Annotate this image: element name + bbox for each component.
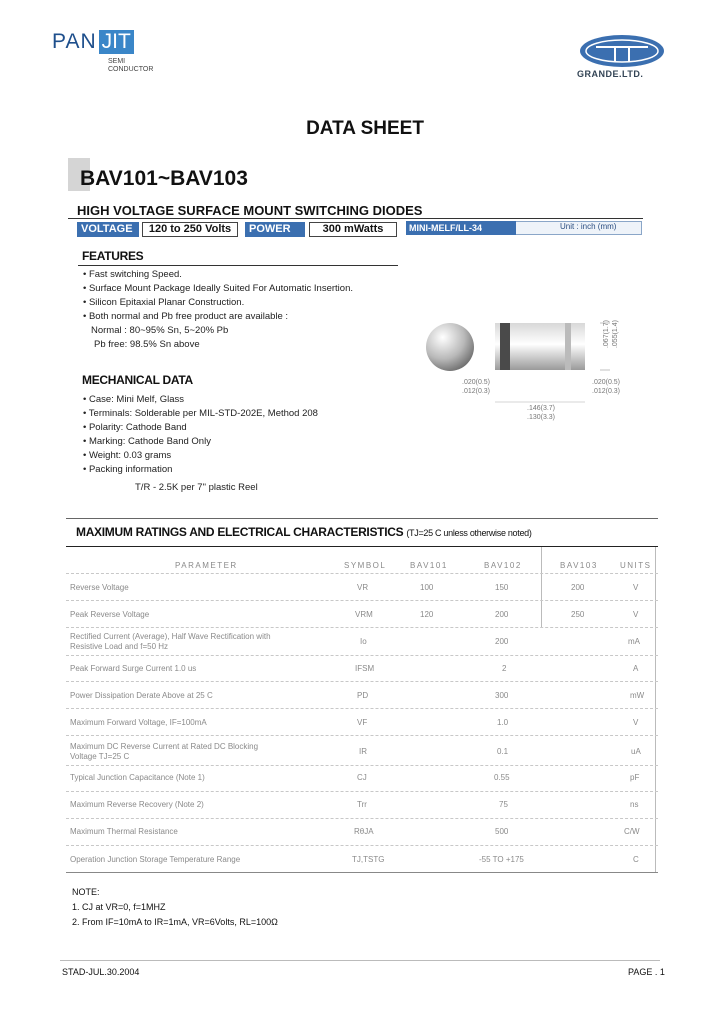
ratings-condition: (TJ=25 C unless otherwise noted): [406, 528, 532, 538]
features-list: [83, 268, 353, 352]
row-divider: [66, 655, 658, 656]
row-divider: [66, 681, 658, 682]
mechanical-item: • Weight: 0.03 grams: [83, 450, 172, 461]
unit-cell: A: [633, 664, 639, 673]
product-subtitle: HIGH VOLTAGE SURFACE MOUNT SWITCHING DIODES: [77, 203, 423, 218]
minimelf-package-drawing: [420, 310, 630, 430]
ratings-title: MAXIMUM RATINGS AND ELECTRICAL CHARACTERISTICS: [76, 525, 404, 539]
dim-label: .012(0.3): [462, 388, 491, 395]
power-value: 300 mWatts: [309, 222, 397, 237]
unit-cell: pF: [630, 773, 640, 782]
row-divider: [66, 708, 658, 709]
value-cell: 100: [420, 583, 434, 592]
unit-cell: C: [633, 855, 639, 864]
dim-label: .146(3.7): [527, 405, 556, 412]
ratings-heading: [76, 525, 532, 539]
dim-label: .020(0.5): [462, 379, 491, 386]
symbol-cell: RθJA: [354, 827, 374, 836]
feature-item: Pb free: 98.5% Sn above: [94, 339, 200, 350]
grande-logo-icon: [578, 33, 666, 69]
mechanical-item: • Marking: Cathode Band Only: [83, 436, 211, 447]
symbol-cell: IR: [359, 747, 367, 756]
column-header: BAV101: [410, 561, 448, 570]
subtitle-rule: [68, 218, 643, 219]
row-divider: [66, 735, 658, 736]
param-cell: Voltage TJ=25 C: [70, 752, 130, 761]
row-divider: [66, 600, 658, 601]
mechanical-list: [83, 393, 318, 495]
symbol-cell: CJ: [357, 773, 367, 782]
value-cell: 250: [571, 610, 585, 619]
value-cell: 300: [495, 691, 509, 700]
grande-brand-text: GRANDE.LTD.: [577, 69, 644, 79]
unit-cell: C/W: [624, 827, 640, 836]
row-divider: [66, 791, 658, 792]
value-cell: 150: [495, 583, 509, 592]
power-label: POWER: [245, 222, 305, 237]
table-right-edge: [655, 547, 656, 872]
features-rule: [78, 265, 398, 266]
symbol-cell: VF: [357, 718, 368, 727]
param-cell: Peak Reverse Voltage: [70, 610, 150, 619]
value-cell: 120: [420, 610, 434, 619]
features-heading: FEATURES: [82, 249, 144, 263]
mechanical-item: • Packing information: [83, 464, 173, 475]
logo-highlight: JIT: [99, 30, 134, 54]
dim-label: .020(0.5): [592, 379, 621, 386]
row-divider: [66, 765, 658, 766]
dim-label: .067(1.7): [603, 320, 610, 349]
value-cell: 200: [571, 583, 585, 592]
end-view-icon: [426, 323, 474, 371]
value-cell: 200: [495, 637, 509, 646]
table-bottom-rule: [66, 872, 658, 873]
table-header-rule: [66, 546, 658, 547]
table-top-rule: [66, 518, 658, 519]
logo-sub-line: SEMI: [108, 58, 126, 65]
unit-note: Unit : inch (mm): [560, 222, 617, 231]
mechanical-item: • Polarity: Cathode Band: [83, 422, 187, 433]
row-divider: [66, 845, 658, 846]
package-name: MINI-MELF/LL-34: [406, 221, 516, 235]
column-header: BAV102: [484, 561, 522, 570]
value-cell: 2: [502, 664, 507, 673]
symbol-cell: TJ,TSTG: [352, 855, 385, 864]
column-header: UNITS: [620, 561, 652, 570]
symbol-cell: IFSM: [355, 664, 375, 673]
unit-cell: V: [633, 718, 639, 727]
logo-sub-line: CONDUCTOR: [108, 66, 154, 73]
value-cell: 500: [495, 827, 509, 836]
mechanical-heading: MECHANICAL DATA: [82, 373, 193, 387]
param-cell: Maximum Forward Voltage, IF=100mA: [70, 718, 207, 727]
feature-item: • Both normal and Pb free product are available :: [83, 311, 289, 322]
feature-item: Normal : 80~95% Sn, 5~20% Pb: [91, 325, 229, 336]
row-divider: [66, 818, 658, 819]
panjit-logo: [52, 30, 134, 54]
param-cell: Reverse Voltage: [70, 583, 129, 592]
param-cell: Operation Junction Storage Temperature Range: [70, 855, 241, 864]
symbol-cell: PD: [357, 691, 369, 700]
value-cell: 200: [495, 610, 509, 619]
value-cell: 0.1: [497, 747, 509, 756]
note-item: 1. CJ at VR=0, f=1MHZ: [72, 902, 166, 912]
param-cell: Typical Junction Capacitance (Note 1): [70, 773, 205, 782]
unit-cell: mA: [628, 637, 640, 646]
row-divider: [66, 627, 658, 628]
note-item: 2. From IF=10mA to IR=1mA, VR=6Volts, RL=100Ω: [72, 917, 278, 927]
part-number: BAV101~BAV103: [80, 167, 248, 190]
row-divider: [66, 573, 658, 574]
param-cell: Resistive Load and f=50 Hz: [70, 642, 169, 651]
mechanical-item: • Terminals: Solderable per MIL-STD-202E, Method 208: [83, 408, 318, 419]
param-cell: Maximum DC Reverse Current at Rated DC Blocking: [70, 742, 259, 751]
document-title: DATA SHEET: [306, 118, 424, 139]
value-cell: 75: [499, 800, 508, 809]
footer-rule: [60, 960, 660, 961]
column-header: SYMBOL: [344, 561, 387, 570]
symbol-cell: VR: [357, 583, 369, 592]
value-cell: -55 TO +175: [479, 855, 524, 864]
symbol-cell: Io: [360, 637, 367, 646]
notes-title: NOTE:: [72, 887, 100, 897]
feature-item: • Surface Mount Package Ideally Suited For Automatic Insertion.: [83, 283, 353, 294]
column-header: PARAMETER: [175, 561, 238, 570]
unit-cell: V: [633, 610, 639, 619]
dim-label: .012(0.3): [592, 388, 621, 395]
footer-page-number: PAGE . 1: [628, 967, 665, 977]
unit-cell: mW: [630, 691, 645, 700]
mechanical-item: • Case: Mini Melf, Glass: [83, 394, 184, 405]
unit-cell: ns: [630, 800, 639, 809]
dim-label: .055(1.4): [612, 320, 619, 349]
param-cell: Peak Forward Surge Current 1.0 us: [70, 664, 197, 673]
feature-item: • Fast switching Speed.: [83, 269, 182, 280]
value-cell: 0.55: [494, 773, 510, 782]
cathode-band: [500, 323, 510, 370]
param-cell: Power Dissipation Derate Above at 25 C: [70, 691, 213, 700]
logo-subtext: [108, 58, 153, 74]
voltage-label: VOLTAGE: [77, 222, 139, 237]
mechanical-item: T/R - 2.5K per 7" plastic Reel: [135, 482, 258, 493]
unit-cell: uA: [631, 747, 641, 756]
logo-text: PAN: [52, 30, 97, 53]
param-cell: Maximum Thermal Resistance: [70, 827, 178, 836]
dim-label: .130(3.3): [527, 414, 556, 421]
notes: [72, 885, 278, 930]
value-cell: 1.0: [497, 718, 509, 727]
symbol-cell: Trr: [357, 800, 367, 809]
column-divider: [541, 547, 542, 627]
unit-cell: V: [633, 583, 639, 592]
param-cell: Rectified Current (Average), Half Wave Rectification with: [70, 632, 271, 641]
column-header: BAV103: [560, 561, 598, 570]
feature-item: • Silicon Epitaxial Planar Construction.: [83, 297, 245, 308]
symbol-cell: VRM: [355, 610, 373, 619]
footer-doc-code: STAD-JUL.30.2004: [62, 967, 140, 977]
param-cell: Maximum Reverse Recovery (Note 2): [70, 800, 204, 809]
voltage-value: 120 to 250 Volts: [142, 222, 238, 237]
